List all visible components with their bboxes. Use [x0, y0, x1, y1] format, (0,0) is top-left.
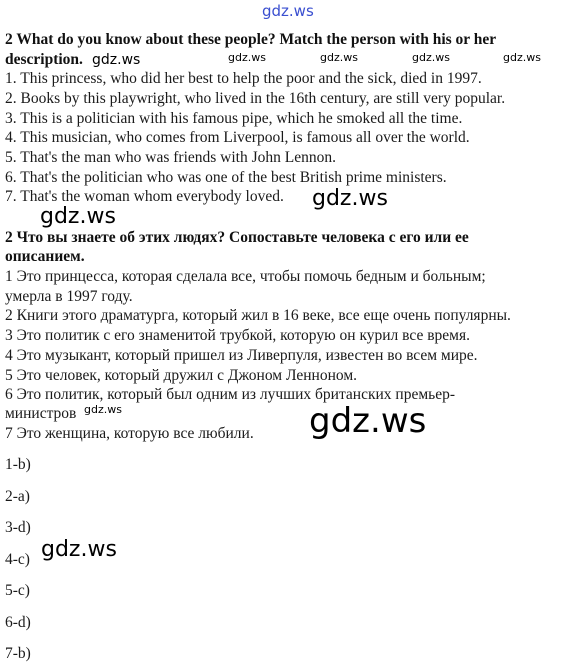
english-item-7: 7. That's the woman whom everybody loved.	[5, 188, 284, 205]
watermark-small-1: gdz.ws	[228, 51, 266, 64]
answer-5: 5-c)	[5, 582, 30, 599]
english-item-3: 3. This is a politician with his famous pipe, which he smoked all the time.	[5, 110, 463, 127]
answer-1: 1-b)	[5, 456, 31, 473]
russian-line-1: 1 Это принцесса, которая сделала все, чтобы помочь бедным и больным;	[5, 268, 486, 285]
russian-line-3: 2 Книги этого драматурга, который жил в 16 веке, все еще очень популярны.	[5, 307, 511, 324]
watermark-heading: gdz.ws	[92, 52, 141, 68]
answer-4: 4-c)	[5, 551, 30, 568]
english-item-4: 4. This musician, who comes from Liverpool, is famous all over the world.	[5, 129, 470, 146]
watermark-mid-right: gdz.ws	[312, 186, 388, 211]
answer-3: 3-d)	[5, 519, 31, 536]
russian-line-9: 7 Это женщина, которую все любили.	[5, 425, 254, 442]
answer-2: 2-a)	[5, 488, 30, 505]
russian-line-5: 4 Это музыкант, который пришел из Ливерпуля, известен во всем мире.	[5, 347, 478, 364]
russian-line-2: умерла в 1997 году.	[5, 288, 133, 305]
watermark-tiny: gdz.ws	[84, 403, 122, 416]
watermark-top: gdz.ws	[262, 2, 314, 20]
watermark-mid-left: gdz.ws	[40, 204, 116, 229]
russian-line-7: 6 Это политик, который был одним из лучших британских премьер-	[5, 386, 456, 403]
russian-line-6: 5 Это человек, который дружил с Джоном Ленноном.	[5, 367, 358, 384]
watermark-small-3: gdz.ws	[412, 51, 450, 64]
english-item-2: 2. Books by this playwright, who lived in the 16th century, are still very popular.	[5, 90, 506, 107]
watermark-small-4: gdz.ws	[503, 51, 541, 64]
english-item-5: 5. That's the man who was friends with John Lennon.	[5, 149, 336, 166]
english-item-1: 1. This princess, who did her best to help the poor and the sick, died in 1997.	[5, 70, 482, 87]
russian-heading-line1: 2 Что вы знаете об этих людях? Сопоставьте человека с его или ее	[5, 229, 469, 246]
russian-heading-line2: описанием.	[5, 248, 85, 265]
english-heading-line1: 2 What do you know about these people? Match the person with his or her	[5, 31, 497, 48]
english-item-6: 6. That's the politician who was one of the best British prime ministers.	[5, 169, 447, 186]
watermark-answers: gdz.ws	[41, 537, 117, 562]
watermark-large: gdz.ws	[309, 401, 427, 441]
answer-7: 7-b)	[5, 645, 31, 662]
watermark-small-2: gdz.ws	[320, 51, 358, 64]
answer-6: 6-d)	[5, 614, 31, 631]
english-heading-line2: description.	[5, 51, 83, 68]
russian-line-4: 3 Это политик с его знаменитой трубкой, которую он курил все время.	[5, 327, 470, 344]
russian-line-8: министров	[5, 405, 77, 422]
